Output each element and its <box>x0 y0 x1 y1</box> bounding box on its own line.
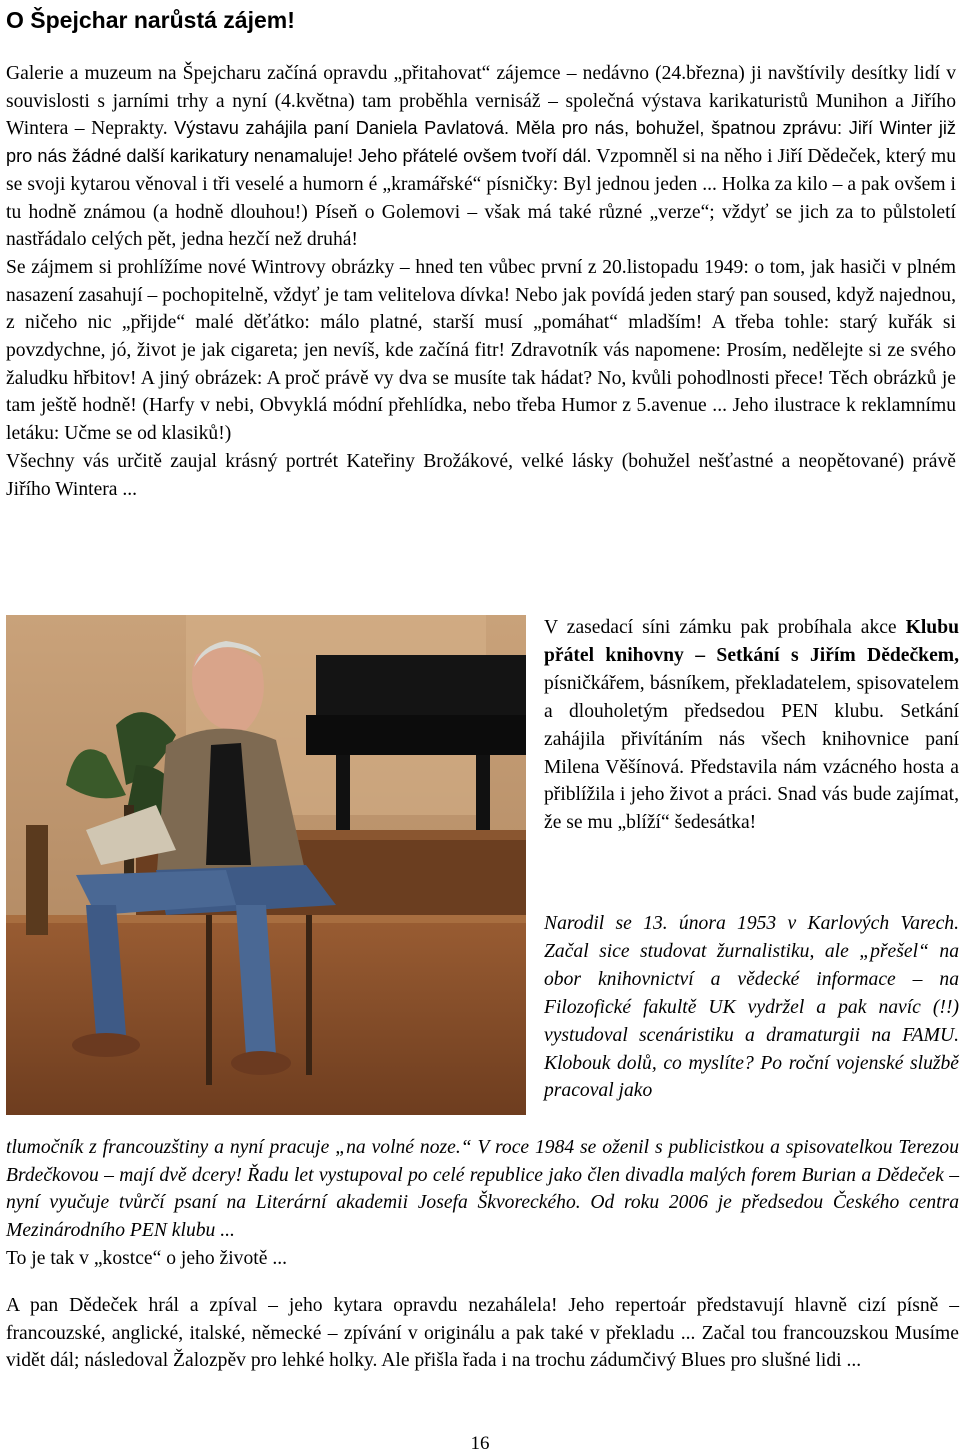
photo-reading-man <box>6 615 526 1115</box>
intro-p1-part-a: Galerie a muzeum na Špejcharu začíná opravdu „přitahovat“ zájemce – nedávno (24.března) ji navštívily desítky lidí v souvislosti s jarními trhy a nyní (4.května) tam proběhla vernisáž – společná výstava karikaturistů Munihon a Jiřího Wintera – Neprakty. <box>6 63 956 140</box>
photo-illustration <box>6 615 526 1115</box>
intro-paragraph-3: Všechny vás určitě zaujal krásný portrét Kateřiny Brožákové, velké lásky (bohužel nešťastné a neopětované) právě Jiřího Wintera ... <box>6 450 956 500</box>
intro-paragraph-2: Se zájmem si prohlížíme nové Wintrovy obrázky – hned ten vůbec první z 20.listopadu 1949: o tom, jak hasiči v plném nasazení zasahují – pochopitelně, vždyť je tam velitelova dívka! Nebo jak povídá jeden starý pan soused, když najednou, z ničeho nic „přijde“ malé děťátko: málo platné, starší musí „pomáhat“ mladším! A třeba tohle: starý kuřák si povzdychne, jó, život je jak cigareta; jen nevíš, kde začíná fitr! Zdravotník vás napomene: Prosím, nedělejte si ze svého žaludku hřbitov! A jiný obrázek: A proč právě vy dva se musíte tak hádat? No, kvůli pohodlnosti přece! Těch obrázků je tam ještě hodně! (Harfy v nebi, Obvyklá módní přehlídka, nebo třeba Humor z 5.avenue ... Jeho ilustrace k reklamnímu letáku: Učme se od klasiků!) <box>6 256 956 445</box>
intro-p1-part-b: Výstavu zahájila paní Daniela Pavlatová. Měla pro nás, bohužel, špatnou zprávu: Jiří Winter již pro nás žádné další karikatury nenamaluje! Jeho přátelé ovšem tvoří dál. <box>6 118 956 167</box>
intro-section <box>6 60 956 503</box>
club-event-rest: písničkářem, básníkem, překladatelem, spisovatelem a dlouholetým předsedou PEN klubu. Setkání zahájila přivítáním nás všech knihovnice paní Milena Věšínová. Představila nám vzácného hosta a přiblížila i jeho život a práci. Snad vás bude zajímat, že se mu „blíží“ šedesátka! <box>544 672 959 834</box>
concert-section <box>6 1292 959 1375</box>
intro-paragraph-1 <box>6 60 956 254</box>
page-number: 16 <box>470 1433 490 1454</box>
biography-paragraph-end: tlumočník z francouzštiny a nyní pracuje „na volné noze.“ V roce 1984 se oženil s publicistkou a spisovatelkou Terezou Brdečkovou – mají dvě dcery! Řadu let vystupoval po celé republice jako člen divadla malých forem Burian a Dědeček – nyní vyučuje tvůrčí psaní na Literární akademii Josefa Škvoreckého. Od roku 2006 je předsedou Českého centra Mezinárodního PEN klubu ... <box>6 1137 959 1242</box>
sidebar-text-2 <box>544 910 959 1105</box>
biography-paragraph-start: Narodil se 13. února 1953 v Karlových Varech. Začal sice studovat žurnalistiku, ale „přešel“ na obor knihovnictví a vědecké informace – na Filozofické fakultě UK vydržel a pak navíc (!!) vystudoval scenáristiku a dramaturgii na FAMU. Klobouk dolů, co myslíte? Po roční vojenské službě pracoval jako <box>544 913 959 1102</box>
biography-closing-line: To je tak v „kostce“ o jeho životě ... <box>6 1247 288 1269</box>
article-title: O Špejchar narůstá zájem! <box>6 7 295 33</box>
club-event-name: Klubu přátel knihovny – Setkání s Jiřím Dědečkem, <box>544 617 959 666</box>
club-event-intro: V zasedací síni zámku pak probíhala akce <box>544 617 906 638</box>
intro-p1-part-c: Vzpomněl si na něho i Jiří Dědeček, který mu se svoji kytarou věnoval i tři veselé a humorn é „kramářské“ písničky: Byl jednou jeden ... Holka za kilo – a pak ovšem i tu hodně známou (a hodně dlouhou!) Píseň o Golemovi – však má také různé „verze“; vždyť se jich za to půlstoletí nastřádalo celých pět, jedna hezčí než druhá! <box>6 146 956 251</box>
club-event-paragraph <box>544 614 959 837</box>
sidebar-text-1 <box>544 614 959 837</box>
biography-continuation <box>6 1134 959 1273</box>
concert-paragraph: A pan Dědeček hrál a zpíval – jeho kytara opravdu nezahálela! Jeho repertoár představují hlavně cizí písně – francouzské, anglické, italské, německé – zpívání v originálu a pak také v překladu ... Začal tou francouzskou Musíme vidět dál; následoval Žalozpěv pro lehké holky. Ale přišla řada i na trochu zádumčivý Blues pro slušné lidi ... <box>6 1295 959 1372</box>
